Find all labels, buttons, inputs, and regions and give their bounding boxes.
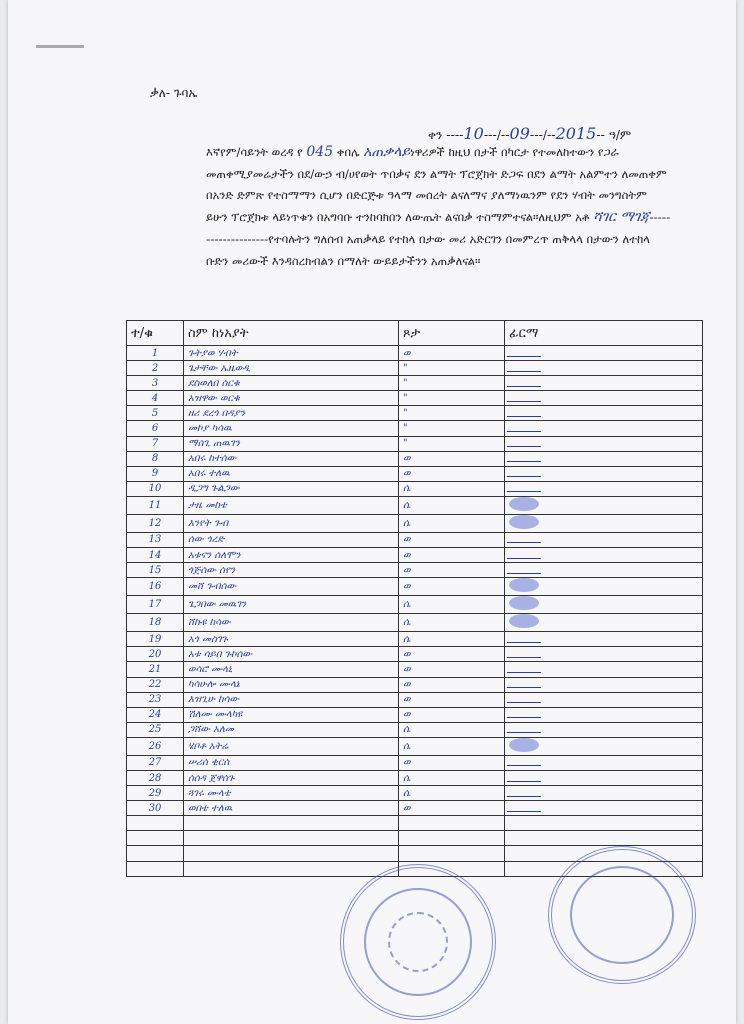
blank-cell [184,846,399,861]
row-signature [505,770,703,785]
row-signature [505,514,703,532]
table-row [127,563,703,578]
table-row [127,614,703,632]
thumbprint-mark [509,596,539,610]
row-name: ወበቴ ተለዉ [184,801,399,816]
thumbprint-mark [509,738,539,752]
row-name: እንየት ጉብ [184,514,399,532]
row-sex: " [399,391,505,406]
row-name: ወሳሮ ሙላኒ [184,662,399,677]
attendance-table-wrap [126,320,700,877]
row-number: 7 [127,436,184,451]
table-row [127,722,703,737]
row-signature [505,406,703,421]
table-header-row [127,321,703,346]
row-number: 26 [127,737,184,755]
row-name: ጌታቸው ኤዜወዲ [184,361,399,376]
row-name: አዝዋው ወርቁ [184,391,399,406]
row-number: 30 [127,801,184,816]
table-row [127,481,703,496]
row-number: 27 [127,755,184,770]
row-sex: ወ [399,346,505,361]
row-sex: ወ [399,677,505,692]
document-title: ቃለ- ጉባኤ [150,86,198,100]
official-seal-left [340,864,496,1020]
row-sex: " [399,436,505,451]
row-name: ዲጋግ ጉልጋው [184,481,399,496]
blank-cell [505,816,703,831]
row-signature [505,596,703,614]
signature-mark [507,663,546,673]
table-row [127,361,703,376]
row-sex: " [399,376,505,391]
signature-mark [507,633,546,643]
row-sex: ወ [399,532,505,547]
row-name: ጓገሩ ሙላቴ [184,786,399,801]
row-sex: ሴ [399,496,505,514]
row-name: ሄቦቶ አትሬ [184,737,399,755]
row-name: ጋሸው አለመ [184,722,399,737]
row-signature [505,361,703,376]
row-signature [505,436,703,451]
row-signature [505,632,703,647]
thumbprint-mark [509,614,539,628]
date-year: 2015 [555,124,597,143]
row-name: ሠሪሰ ቂርሰ [184,755,399,770]
row-sex: ወ [399,755,505,770]
blank-cell [184,816,399,831]
row-number: 13 [127,532,184,547]
table-row [127,548,703,563]
date-prefix: ቀን [428,128,443,142]
document-page [8,0,736,1024]
row-number: 17 [127,596,184,614]
row-number: 2 [127,361,184,376]
row-number: 18 [127,614,184,632]
row-signature [505,707,703,722]
blank-cell [127,831,184,846]
table-row [127,755,703,770]
table-row [127,514,703,532]
signature-mark [507,648,546,658]
signature-mark [507,347,546,357]
signature-mark [507,437,546,447]
signature-mark [507,549,546,559]
header-signature: ፊርማ [505,321,703,346]
row-name: አጎ መስገጉ [184,632,399,647]
date-day: 10 [463,124,484,143]
row-number: 10 [127,481,184,496]
row-signature [505,801,703,816]
row-signature [505,466,703,481]
signature-mark [507,678,546,688]
table-row [127,406,703,421]
row-number: 6 [127,421,184,436]
blank-cell [184,861,399,876]
blank-cell [399,816,505,831]
row-number: 4 [127,391,184,406]
row-sex: ወ [399,466,505,481]
row-name: አበሩ ተለዉ [184,466,399,481]
official-seal-right [548,846,696,984]
row-signature [505,722,703,737]
row-number: 12 [127,514,184,532]
thumbprint-mark [509,515,539,529]
blank-cell [127,816,184,831]
table-row [127,578,703,596]
row-signature [505,563,703,578]
table-row [127,632,703,647]
table-row [127,496,703,514]
row-number: 19 [127,632,184,647]
row-name: ጉትያወ ሃብት [184,346,399,361]
signature-mark [507,723,546,733]
signature-mark [507,533,546,543]
table-row [127,737,703,755]
row-sex: ወ [399,647,505,662]
signature-mark [507,407,546,417]
table-row [127,346,703,361]
attendance-table [126,320,703,877]
row-signature [505,376,703,391]
paper-corner-mark [36,45,84,48]
row-sex: ሴ [399,770,505,785]
row-name: ማሰጊ ጠዉገን [184,436,399,451]
row-name: እዝጊሁ ከሳው [184,692,399,707]
row-number: 1 [127,346,184,361]
signature-mark [507,452,546,462]
table-row [127,662,703,677]
blank-cell [399,831,505,846]
date-line: ቀን ----10---/--09---/--2015-- ዓ/ም [428,124,632,143]
table-row [127,466,703,481]
row-name: አበሩ ከተሰው [184,451,399,466]
table-row [127,451,703,466]
table-row [127,532,703,547]
header-name: ስም ከነአያት [184,321,399,346]
row-signature [505,481,703,496]
row-name: ጎጅሰው ሰየን [184,563,399,578]
row-name: ጌጋበው መዉገን [184,596,399,614]
signature-mark [507,564,546,574]
row-signature [505,548,703,563]
row-name: ሰው ጎረድ [184,532,399,547]
row-number: 29 [127,786,184,801]
row-number: 3 [127,376,184,391]
row-sex: ሴ [399,614,505,632]
row-signature [505,786,703,801]
row-signature [505,391,703,406]
row-signature [505,532,703,547]
row-sex: ወ [399,692,505,707]
signature-mark [507,392,546,402]
row-number: 11 [127,496,184,514]
row-number: 23 [127,692,184,707]
row-name: መኮያ ካሳዉ [184,421,399,436]
signature-mark [507,693,546,703]
row-name: አቱናን ሰለሞን [184,548,399,563]
row-sex: ወ [399,662,505,677]
table-row [127,707,703,722]
row-signature [505,346,703,361]
header-sex: ጾታ [399,321,505,346]
table-row [127,436,703,451]
row-sex: ሴ [399,481,505,496]
signature-mark [507,377,546,387]
signature-mark [507,772,546,782]
paragraph-text-3: ነዋሪዎች ከዚህ በታች በካርታ የተመለከተውን የጋራ መጠቀሚያመሬታችን በደ/ውኃ ብ/ሀየወት ጥበቃና ደን ልማት ፕሮጀክት ድጋፍ በደን ልማት አልምተን ለመጠቀም በአንድ ድምጽ የተስማማን ሲሆን በድርጅቱ ዓላማ መሰረት ልናለማና ያለማነዉንም የደን ሃብት መንግስትም ይሁን ፕሮጀክቱ ላይነጥቁን በአግባቡ ተንከባክበን ለውጤት ልናበቃ ተስማምተናል።ለዚህም አቶ [206,145,667,225]
row-sex: ወ [399,563,505,578]
table-row [127,801,703,816]
row-signature [505,578,703,596]
row-sex: ሴ [399,786,505,801]
row-signature [505,496,703,514]
row-signature [505,662,703,677]
table-row [127,677,703,692]
row-signature [505,755,703,770]
row-sex: ሴ [399,514,505,532]
signature-mark [507,482,546,492]
table-row [127,391,703,406]
row-signature [505,647,703,662]
row-sex: " [399,406,505,421]
table-row [127,786,703,801]
row-name: ሰሰዳ ጀዋሰጉ [184,770,399,785]
row-name: ሽለሙ ሙላካዩ [184,707,399,722]
row-number: 21 [127,662,184,677]
header-number: ተ/ቁ [127,321,184,346]
row-name: ታዜ መከቴ [184,496,399,514]
attendance-table-body [127,346,703,877]
date-suffix: ዓ/ም [608,128,632,142]
table-row [127,376,703,391]
row-name: ሸኩዩ ከሳው [184,614,399,632]
kebele-number: 045 [306,144,334,160]
blank-row [127,816,703,831]
row-name: መሸ ጉብሰው [184,578,399,596]
signature-mark [507,708,546,718]
table-row [127,596,703,614]
table-row [127,647,703,662]
row-number: 22 [127,677,184,692]
blank-cell [127,846,184,861]
row-sex: " [399,421,505,436]
signature-mark [507,422,546,432]
blank-cell [184,831,399,846]
row-signature [505,421,703,436]
signature-mark [507,467,546,477]
row-number: 9 [127,466,184,481]
row-number: 16 [127,578,184,596]
row-sex: ወ [399,578,505,596]
signature-mark [507,787,546,797]
row-number: 28 [127,770,184,785]
row-sex: ሴ [399,632,505,647]
row-sex: ወ [399,451,505,466]
blank-cell [127,861,184,876]
thumbprint-mark [509,578,539,592]
table-row [127,770,703,785]
row-signature [505,737,703,755]
blank-cell [399,846,505,861]
row-sex: " [399,361,505,376]
row-number: 5 [127,406,184,421]
signature-mark [507,756,546,766]
row-name: ዘሪ ደረጎ በዳያን [184,406,399,421]
row-signature [505,692,703,707]
paragraph-text-1: እኛየም/ሳይንት ወረዳ የ [206,145,303,159]
row-signature [505,451,703,466]
row-sex: ሴ [399,737,505,755]
table-row [127,692,703,707]
row-number: 25 [127,722,184,737]
row-number: 15 [127,563,184,578]
selected-person-name: ሻገር ማገጃ [593,209,650,226]
date-month: 09 [509,124,530,143]
row-name: ካሳሁሎ ሙላኔ [184,677,399,692]
row-number: 8 [127,451,184,466]
row-number: 14 [127,548,184,563]
row-sex: ወ [399,548,505,563]
signature-mark [507,362,546,372]
kebele-name: አጠቃላይ [363,144,411,160]
row-name: ደስወለበ ሰርቁ [184,376,399,391]
blank-row [127,831,703,846]
paragraph-text-2: ቀበሌ [336,145,360,159]
signature-mark [507,802,546,812]
minutes-paragraph [206,142,671,272]
table-row [127,421,703,436]
row-number: 20 [127,647,184,662]
row-sex: ሴ [399,596,505,614]
paragraph-text-4: --------------------የተባሉትን ግለሰብ አጠቃላይ የተከላ በታው መሪ አድርገን በመምረጥ ጠቅላላ በታውን ለተከላ ቡድን መሪውች እንዳስረክብልን በማለት ውይይታችንን አጠቃለናል። [206,210,671,268]
row-sex: ወ [399,707,505,722]
thumbprint-mark [509,497,539,511]
row-signature [505,614,703,632]
row-name: አቱ ሳይበ ጉኮሰው [184,647,399,662]
blank-cell [505,831,703,846]
row-number: 24 [127,707,184,722]
row-signature [505,677,703,692]
row-sex: ወ [399,801,505,816]
row-sex: ሴ [399,722,505,737]
